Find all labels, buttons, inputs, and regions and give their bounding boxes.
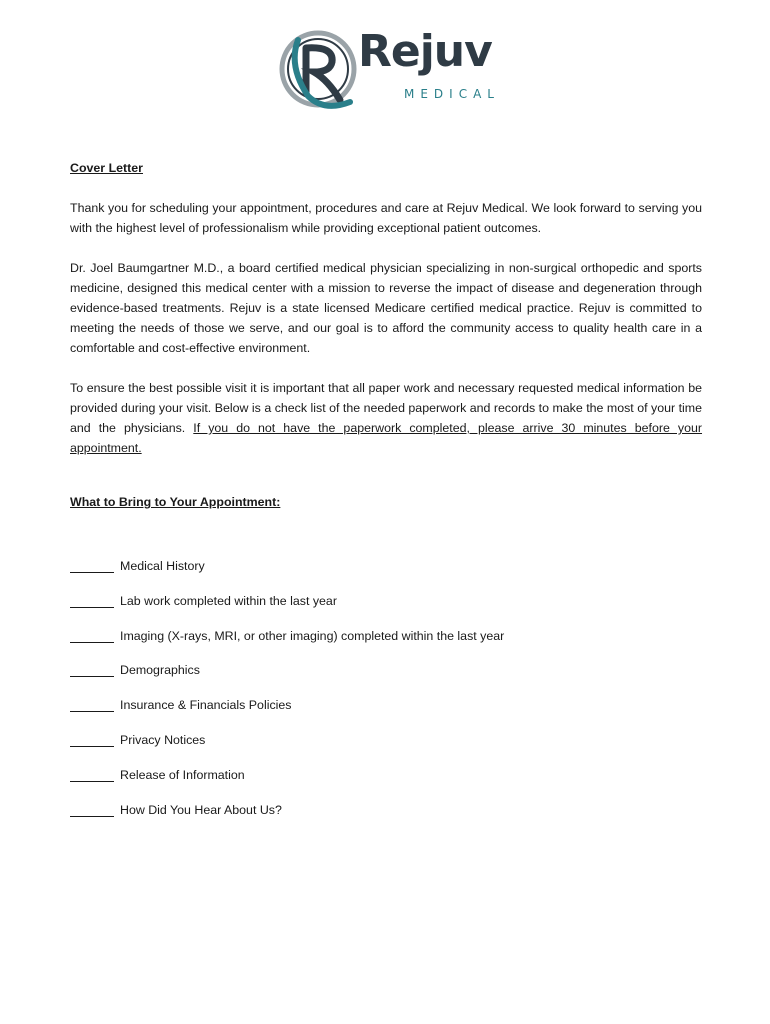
instructions-text: To ensure the best possible visit it is important that all paper work and necessary requested medical information be provided during your visit. Below is a check list of the needed paperwork and records to make the most of your time and the physicians. bbox=[70, 381, 702, 435]
checklist-item bbox=[70, 556, 702, 591]
checklist-item bbox=[70, 660, 702, 695]
checklist-item-label: Privacy Notices bbox=[120, 732, 206, 747]
checklist-item bbox=[70, 765, 702, 800]
instructions-paragraph bbox=[70, 378, 702, 458]
checklist-item-label: Imaging (X-rays, MRI, or other imaging) completed within the last year bbox=[120, 628, 505, 643]
check-blank bbox=[70, 607, 114, 608]
checklist-item-label: How Did You Hear About Us? bbox=[120, 802, 282, 817]
check-blank bbox=[70, 572, 114, 573]
check-blank bbox=[70, 642, 114, 643]
check-blank bbox=[70, 746, 114, 747]
logo-emblem-icon bbox=[278, 26, 358, 112]
check-blank bbox=[70, 816, 114, 817]
intro-paragraph: Thank you for scheduling your appointment, procedures and care at Rejuv Medical. We look forward to serving you with the highest level of professionalism while providing exceptional patient outcomes. bbox=[70, 201, 702, 235]
check-blank bbox=[70, 711, 114, 712]
arrival-notice: If you do not have the paperwork completed, please arrive 30 minutes before your appointment. bbox=[70, 421, 703, 455]
logo-wordmark: Rejuv bbox=[358, 26, 492, 77]
checklist-item bbox=[70, 626, 702, 661]
check-blank bbox=[70, 781, 114, 782]
checklist-item bbox=[70, 591, 702, 626]
about-paragraph: Dr. Joel Baumgartner M.D., a board certified medical physician specializing in non-surgical orthopedic and sports medicine, designed this medical center with a mission to reverse the impact of disease and degeneration through evidence-based treatments. Rejuv is a state licensed Medicare certified medical practice. Rejuv is committed to meeting the needs of those we serve, and our goal is to afford the community access to quality health care in a comfortable and cost-effective environment. bbox=[70, 261, 702, 355]
check-blank bbox=[70, 676, 114, 677]
cover-letter-body bbox=[70, 158, 702, 834]
checklist-item-label: Insurance & Financials Policies bbox=[120, 698, 292, 713]
checklist-item bbox=[70, 695, 702, 730]
checklist-item-label: Demographics bbox=[120, 663, 200, 678]
checklist-item-label: Medical History bbox=[120, 559, 205, 573]
checklist bbox=[70, 556, 702, 834]
logo-subtitle: MEDICAL bbox=[404, 87, 500, 101]
rejuv-medical-logo bbox=[278, 26, 498, 112]
checklist-item-label: Release of Information bbox=[120, 767, 245, 782]
checklist-heading: What to Bring to Your Appointment: bbox=[70, 495, 281, 509]
checklist-item bbox=[70, 800, 702, 835]
cover-letter-heading: Cover Letter bbox=[70, 161, 143, 175]
checklist-item bbox=[70, 730, 702, 765]
checklist-item-label: Lab work completed within the last year bbox=[120, 593, 337, 608]
